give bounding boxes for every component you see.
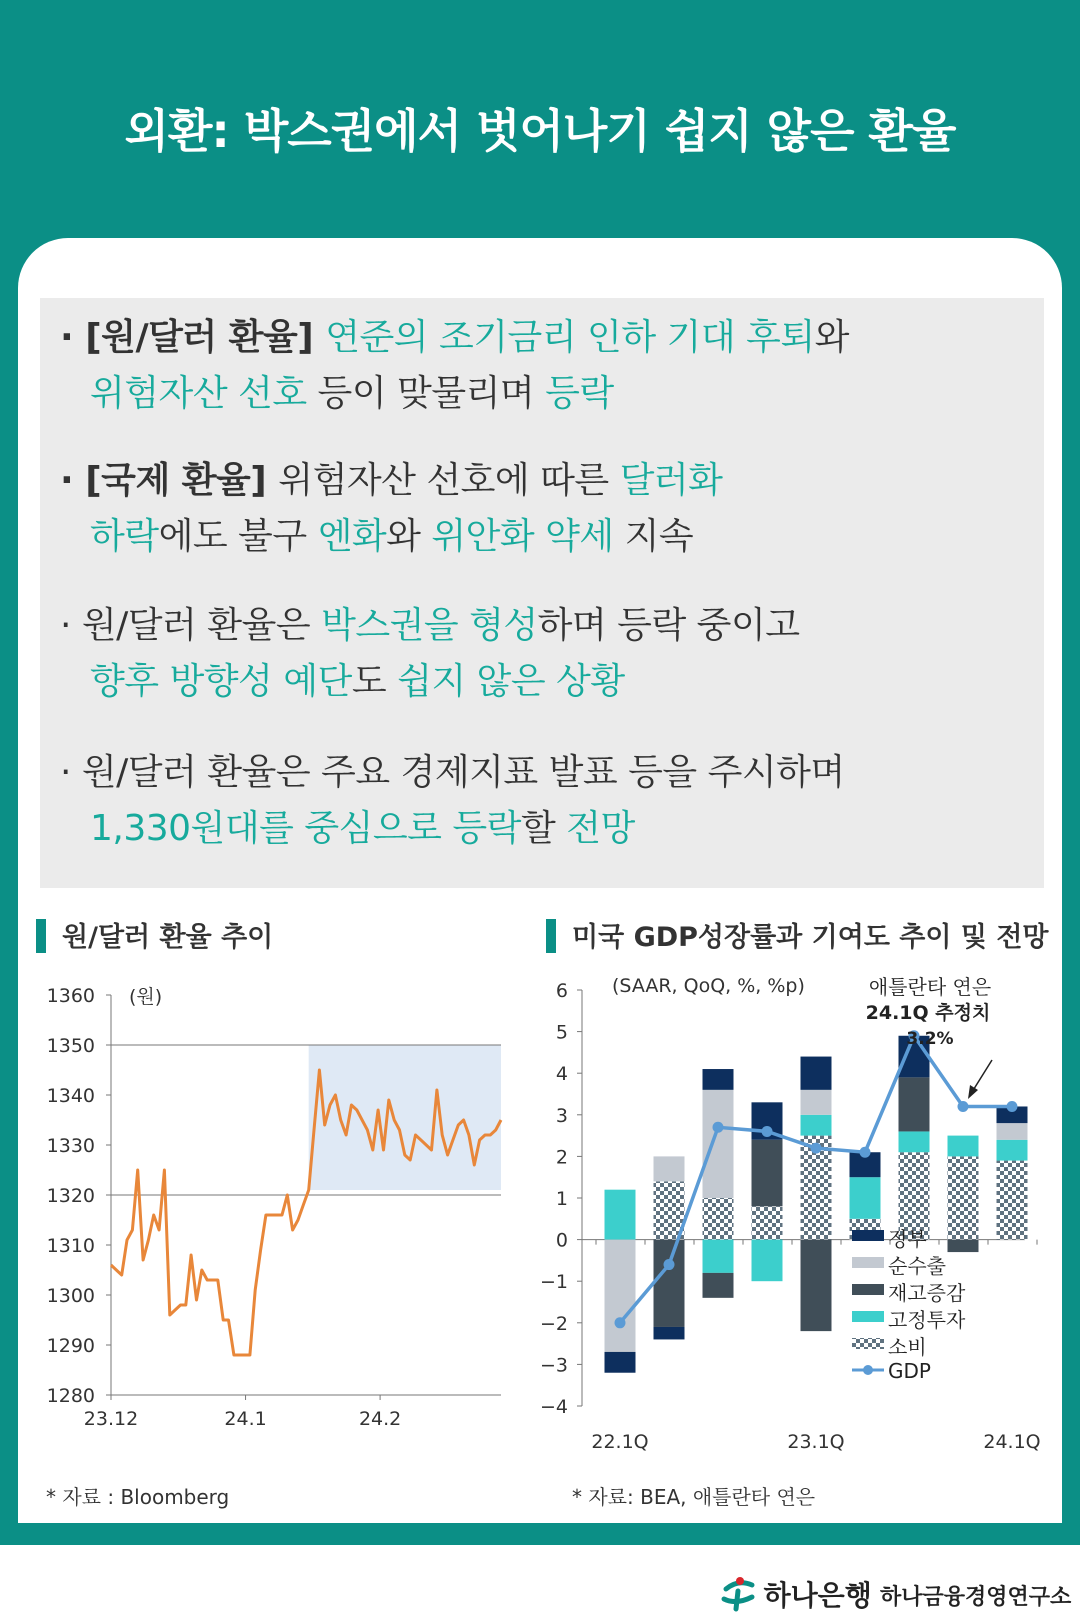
bar-inventory <box>654 1240 685 1327</box>
legend-label: 정부 <box>888 1227 927 1251</box>
gdp-point <box>713 1122 724 1133</box>
bullet-item <box>60 310 849 422</box>
y-tick-label: 1280 <box>46 1385 95 1407</box>
bullet-text: 할 <box>520 808 567 849</box>
gdp-point <box>762 1126 773 1137</box>
y-tick-label: 4 <box>555 1063 568 1086</box>
gdp-point <box>958 1101 969 1112</box>
bar-government <box>801 1057 832 1090</box>
y-tick-label: 1 <box>555 1188 568 1210</box>
callout-arrow <box>972 1060 992 1092</box>
bullet-item <box>60 453 722 565</box>
krw-exchange-rate-chart <box>36 975 516 1455</box>
bullet-text: 와 <box>386 516 432 557</box>
legend-label: 소비 <box>888 1335 927 1359</box>
x-tick-label: 23.1Q <box>787 1431 845 1453</box>
bullet-line <box>60 453 722 509</box>
highlight-text: 등락 <box>452 808 521 849</box>
x-tick-label: 23.12 <box>83 1408 139 1430</box>
gdp-point <box>811 1143 822 1154</box>
left-source: * 자료 : Bloomberg <box>46 1485 230 1509</box>
bar-net-exports <box>997 1123 1028 1140</box>
highlight-text: 위안화 약세 <box>431 516 614 557</box>
y-tick-label: −2 <box>540 1312 568 1335</box>
legend-label: 재고증감 <box>888 1281 966 1305</box>
bullet-text: 등이 맞물리며 <box>306 373 546 414</box>
highlight-text: 등락 <box>545 373 614 414</box>
y-tick-label: 1330 <box>46 1135 95 1157</box>
bar-government <box>654 1327 685 1339</box>
bar-inventory <box>752 1140 783 1207</box>
bullet-text: 지속 <box>613 516 694 557</box>
bar-inventory <box>899 1077 930 1131</box>
section-bar <box>546 919 556 953</box>
bar-consumption <box>703 1198 734 1240</box>
right-source: * 자료: BEA, 애틀란타 연은 <box>572 1485 816 1509</box>
left-section-title: 원/달러 환율 추이 <box>36 915 273 956</box>
bar-net-exports <box>703 1090 734 1198</box>
gdp-point <box>664 1259 675 1270</box>
footer-bank-logo: 하나은행 <box>718 1565 872 1614</box>
bar-inventory <box>948 1240 979 1252</box>
bar-net-exports <box>654 1156 685 1181</box>
bullet-text: · 원/달러 환율은 주요 경제지표 발표 등을 주시하며 <box>60 752 845 793</box>
gdp-point <box>1007 1101 1018 1112</box>
bar-inventory <box>703 1273 734 1298</box>
bullet-line <box>60 310 849 366</box>
y-tick-label: 0 <box>555 1229 568 1252</box>
callout-text: 애틀란타 연은 <box>868 975 992 999</box>
y-tick-label: 1350 <box>46 1035 95 1057</box>
bar-fixed-investment <box>752 1240 783 1282</box>
highlight-text: 전망 <box>566 808 635 849</box>
bullet-item <box>60 745 845 857</box>
highlight-text: 하락 <box>90 516 159 557</box>
bullet-text: · [국제 환율] <box>60 460 279 501</box>
legend-swatch <box>852 1311 884 1322</box>
callout-text: 3.2% <box>906 1029 954 1049</box>
gdp-point <box>615 1317 626 1328</box>
box-range-area <box>309 1045 501 1190</box>
callout-text: 24.1Q 추정치 <box>865 1002 991 1024</box>
y-tick-label: 2 <box>555 1146 568 1169</box>
bar-government <box>703 1069 734 1090</box>
bullet-line <box>60 745 845 801</box>
bar-fixed-investment <box>997 1140 1028 1161</box>
y-tick-label: 1320 <box>46 1185 95 1207</box>
bar-net-exports <box>605 1240 636 1352</box>
bullet-text: 위험자산 선호에 따른 <box>278 460 620 501</box>
legend-swatch <box>852 1257 884 1268</box>
gdp-point <box>860 1147 871 1158</box>
y-tick-label: 1310 <box>46 1235 95 1257</box>
y-tick-label: −4 <box>540 1396 568 1418</box>
page-title: 외환: 박스권에서 벗어나기 쉽지 않은 환율 <box>124 104 956 158</box>
y-tick-label: 6 <box>555 980 568 1002</box>
bar-consumption <box>752 1206 783 1239</box>
bar-fixed-investment <box>801 1115 832 1136</box>
legend-swatch <box>852 1230 884 1241</box>
legend-swatch <box>852 1284 884 1295</box>
x-tick-label: 24.1Q <box>983 1431 1041 1453</box>
bullet-item <box>60 598 800 710</box>
bullet-text: 에도 불구 <box>158 516 318 557</box>
highlight-text: 엔화 <box>317 516 387 557</box>
y-tick-label: −1 <box>540 1271 568 1294</box>
x-tick-label: 24.1 <box>224 1408 267 1430</box>
highlight-text: 조기금리 인하 기대 후퇴 <box>439 317 815 358</box>
callout-arrowhead <box>968 1085 978 1099</box>
highlight-text: 향후 방향성 예단 <box>90 661 352 702</box>
bullet-text: · 원/달러 환율은 <box>60 605 322 646</box>
unit-label: (원) <box>129 986 163 1008</box>
bar-consumption <box>948 1156 979 1239</box>
bar-fixed-investment <box>605 1190 636 1240</box>
y-tick-label: 1290 <box>46 1335 95 1357</box>
y-tick-label: −3 <box>540 1354 568 1377</box>
highlight-text: 달러화 <box>619 460 723 501</box>
y-tick-label: 1300 <box>46 1285 95 1307</box>
y-tick-label: 5 <box>555 1021 568 1044</box>
highlight-text: 위험자산 선호 <box>90 373 307 414</box>
bullet-line <box>60 598 800 654</box>
highlight-text: 연준의 <box>325 317 439 358</box>
y-tick-label: 3 <box>555 1104 568 1127</box>
bullet-text: 하며 등락 중이고 <box>537 605 800 646</box>
legend-gdp-marker <box>863 1365 873 1375</box>
bullet-text: 도 <box>351 661 398 702</box>
y-tick-label: 1360 <box>46 985 95 1007</box>
bullet-line <box>60 654 800 710</box>
bar-fixed-investment <box>948 1136 979 1157</box>
bar-government <box>605 1352 636 1373</box>
bullet-line <box>60 801 845 857</box>
bullet-text: · [원/달러 환율] <box>60 317 326 358</box>
legend-swatch <box>852 1338 884 1349</box>
bar-net-exports <box>801 1090 832 1115</box>
highlight-text: 쉽지 않은 상황 <box>397 661 625 702</box>
hana-bank-icon <box>718 1575 758 1615</box>
bar-consumption <box>997 1161 1028 1240</box>
legend-label: 고정투자 <box>888 1308 966 1332</box>
bar-fixed-investment <box>703 1240 734 1273</box>
legend-label: GDP <box>888 1359 931 1383</box>
highlight-text: 박스권을 형성 <box>321 605 538 646</box>
bar-fixed-investment <box>899 1131 930 1152</box>
legend-label: 순수출 <box>888 1254 946 1278</box>
x-tick-label: 22.1Q <box>591 1431 649 1453</box>
highlight-text: 1,330원대를 중심으로 <box>90 808 453 849</box>
section-bar <box>36 919 46 953</box>
bullet-line <box>60 366 849 422</box>
footer-institute: 하나금융경영연구소 <box>880 1585 1072 1610</box>
x-tick-label: 24.2 <box>358 1408 402 1430</box>
y-tick-label: 1340 <box>46 1085 95 1107</box>
us-gdp-contribution-chart <box>540 975 1060 1465</box>
bar-inventory <box>801 1240 832 1332</box>
annotation-label: (SAAR, QoQ, %, %p) <box>612 975 805 997</box>
bullet-line <box>60 509 722 565</box>
right-section-title: 미국 GDP성장률과 기여도 추이 및 전망 <box>546 915 1049 956</box>
bar-fixed-investment <box>850 1177 881 1219</box>
bullet-text: 와 <box>814 317 849 358</box>
